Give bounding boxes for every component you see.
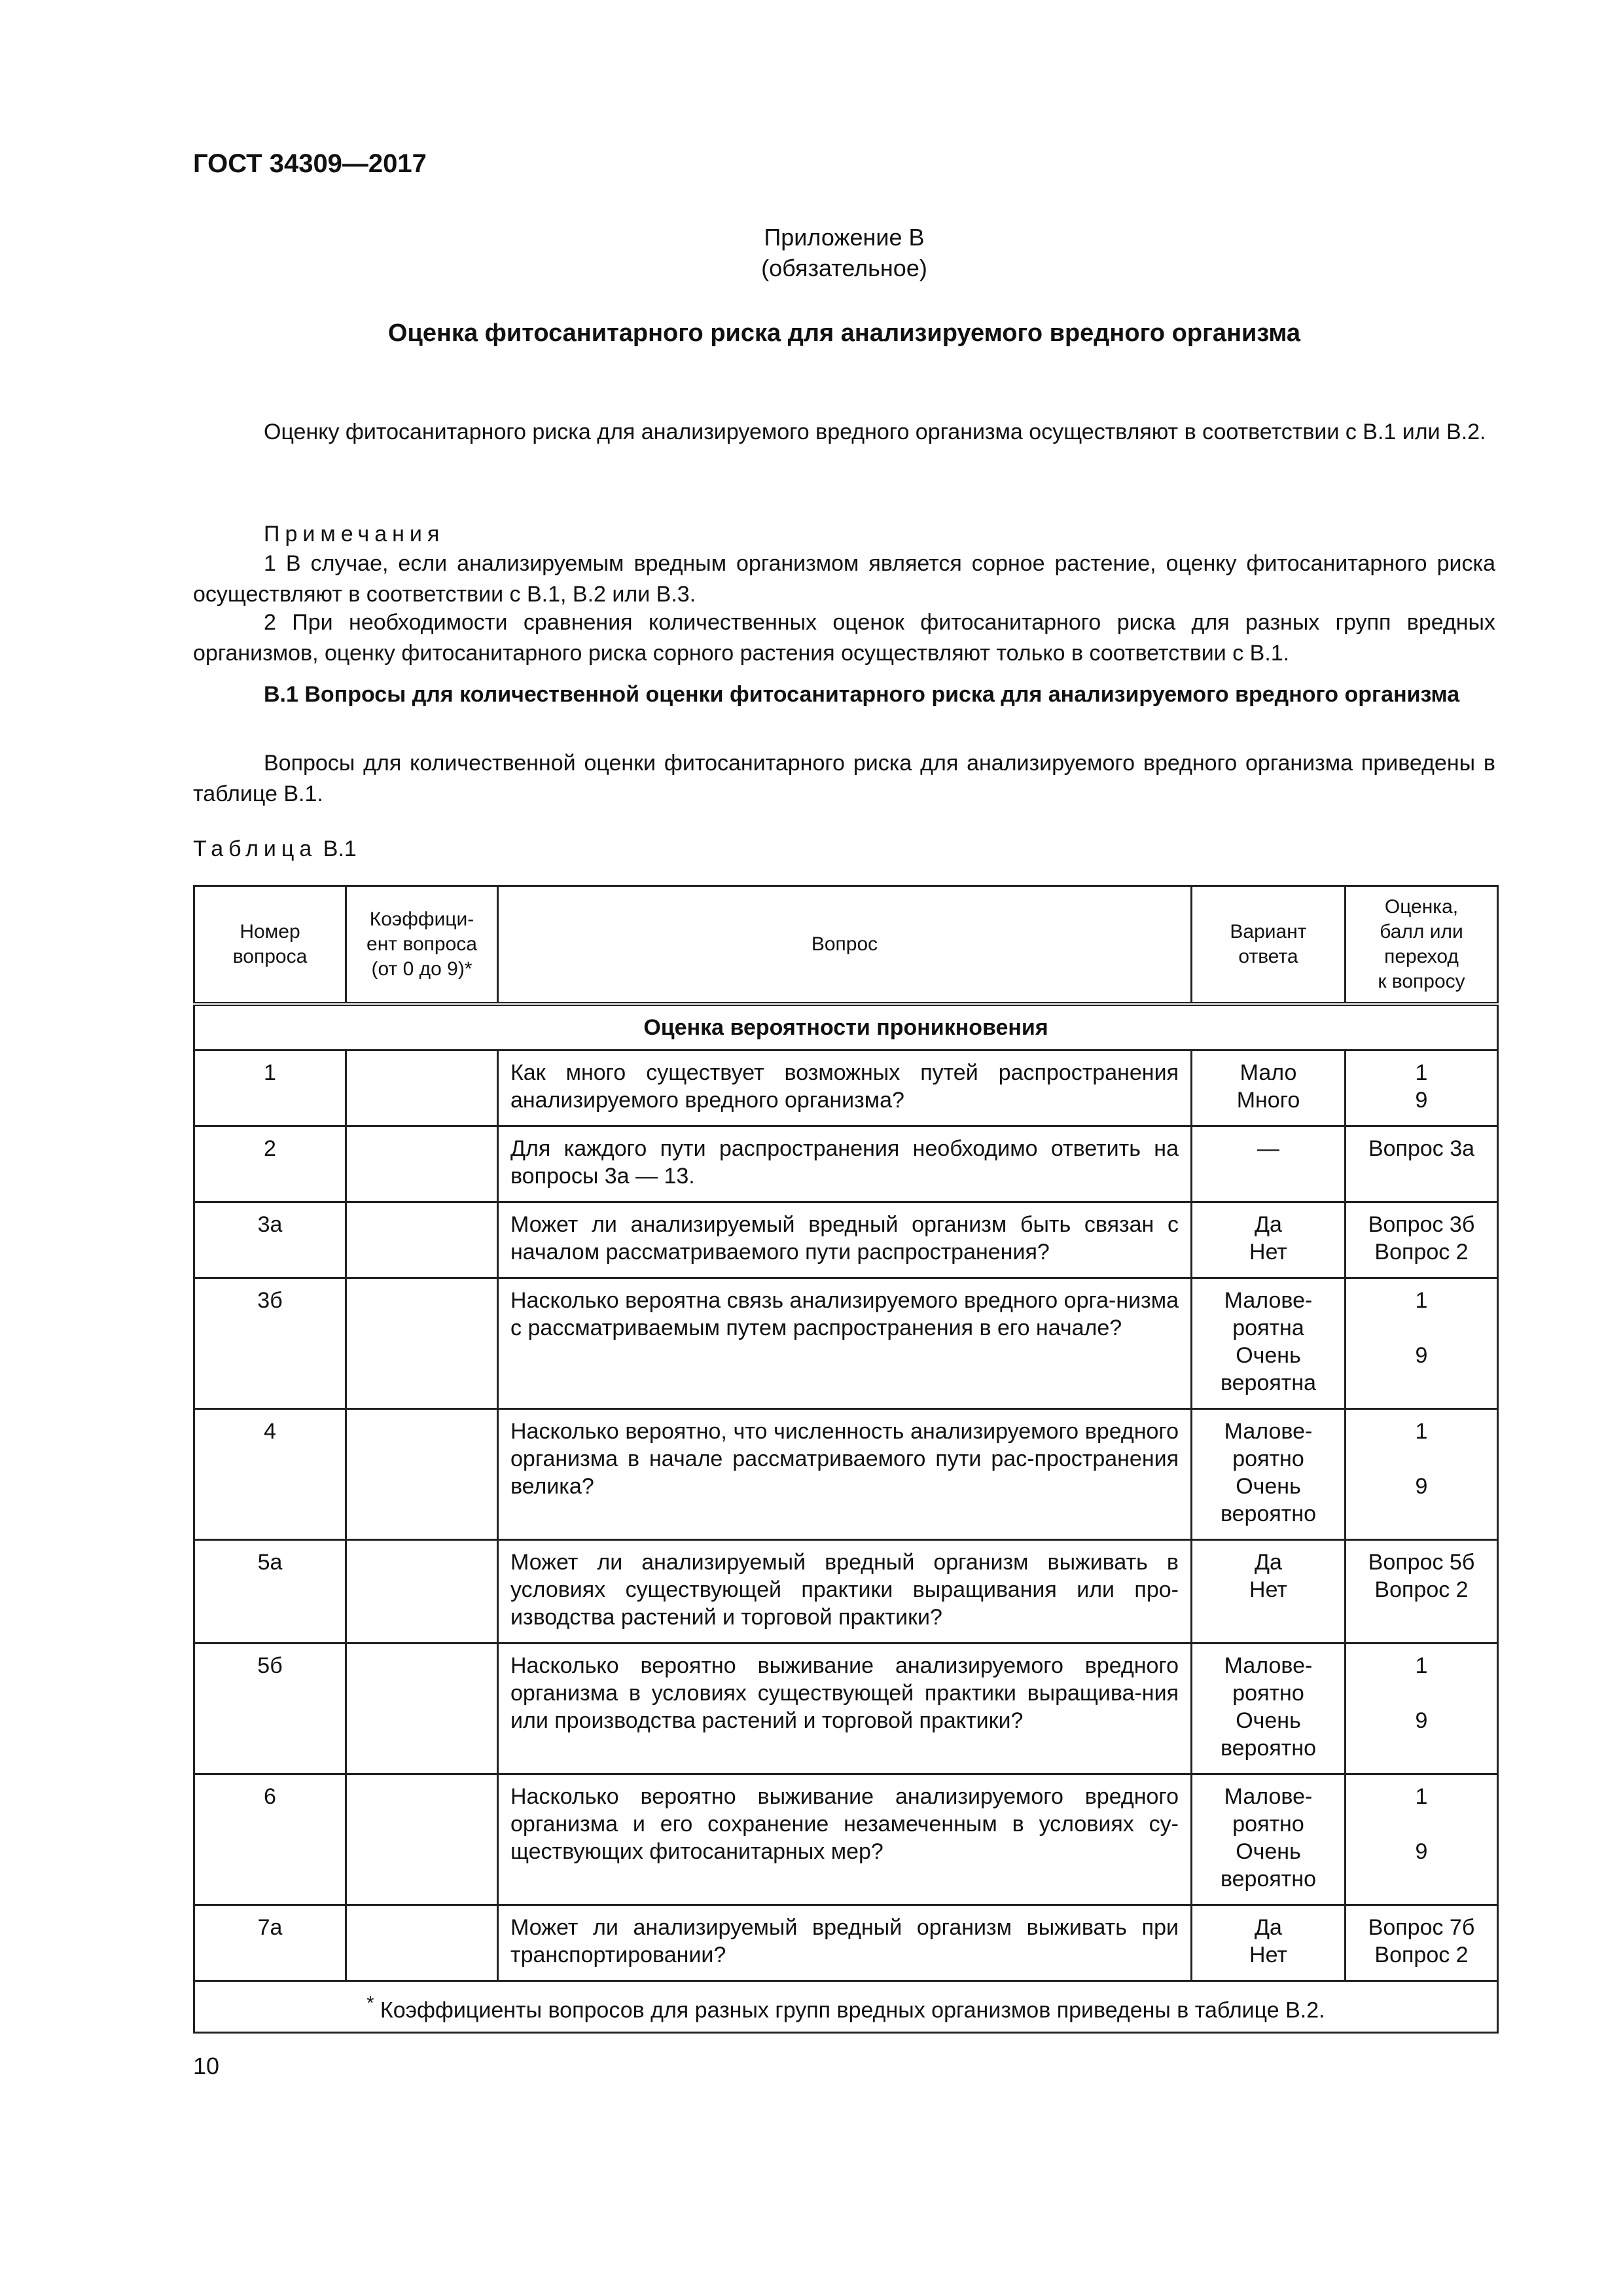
answer-variant: Да Нет xyxy=(1192,1905,1346,1981)
section-b1-text: Вопросы для количественной оценки фитосанитарного риска для анализируемого вредного организма приведены в таблице В.1. xyxy=(193,751,1495,806)
page-number: 10 xyxy=(193,2053,220,2079)
table-footnote-row xyxy=(194,1981,1498,2033)
header-answer-variant: Вариант ответа xyxy=(1192,886,1346,1005)
question-number: 3б xyxy=(194,1278,346,1409)
table-section-row xyxy=(194,1004,1498,1050)
table-row xyxy=(194,1202,1498,1278)
answer-score: 1 9 xyxy=(1346,1643,1498,1774)
header-question-number: Номер вопроса xyxy=(194,886,346,1005)
question-number: 4 xyxy=(194,1409,346,1540)
section-b1-heading: В.1 Вопросы для количественной оценки фитосанитарного риска для анализируемого вредного организма xyxy=(264,682,1460,707)
question-coefficient xyxy=(346,1774,498,1905)
answer-score: Вопрос 5б Вопрос 2 xyxy=(1346,1540,1498,1643)
intro-paragraph: Оценку фитосанитарного риска для анализируемого вредного организма осуществляют в соответствии с В.1 или В.2. xyxy=(264,420,1486,444)
table-header-row xyxy=(194,886,1498,1005)
note-1: 1 В случае, если анализируемым вредным организмом является сорное растение, оценку фитосанитарного риска осуществляют в соответствии с В.1, В.2 или В.3. xyxy=(193,551,1495,607)
footnote-marker: * xyxy=(366,1993,374,2014)
answer-score: Вопрос 3а xyxy=(1346,1126,1498,1202)
answer-score: 1 9 xyxy=(1346,1278,1498,1409)
questions-table xyxy=(193,885,1499,2034)
question-text: Насколько вероятно выживание анализируемого вредного организма и его сохранение незамеченным в условиях су-ществующих фитосанитарных мер? xyxy=(498,1774,1192,1905)
table-caption xyxy=(193,836,357,862)
question-number: 5а xyxy=(194,1540,346,1643)
table-row xyxy=(194,1905,1498,1981)
note-2: 2 При необходимости сравнения количественных оценок фитосанитарного риска для разных групп вредных организмов, оценку фитосанитарного риска сорного растения осуществляют только в соответствии с В.1. xyxy=(193,610,1495,666)
table-caption-id: В.1 xyxy=(323,836,357,861)
question-text: Как много существует возможных путей распространения анализируемого вредного организма? xyxy=(498,1050,1192,1126)
question-number: 2 xyxy=(194,1126,346,1202)
answer-variant: Да Нет xyxy=(1192,1540,1346,1643)
table-caption-prefix: Таблица xyxy=(193,836,317,861)
table-footnote xyxy=(194,1981,1498,2033)
appendix-status: (обязательное) xyxy=(761,255,927,281)
question-coefficient xyxy=(346,1643,498,1774)
section-title: Оценка вероятности проникновения xyxy=(194,1004,1498,1050)
answer-variant: Малове- роятна Очень вероятна xyxy=(1192,1278,1346,1409)
question-number: 5б xyxy=(194,1643,346,1774)
table-row xyxy=(194,1278,1498,1409)
table-row xyxy=(194,1774,1498,1905)
table-row xyxy=(194,1409,1498,1540)
question-text: Насколько вероятно, что численность анализируемого вредного организма в начале рассматриваемого пути рас-пространения велика? xyxy=(498,1409,1192,1540)
table-row xyxy=(194,1540,1498,1643)
footnote-text: Коэффициенты вопросов для разных групп вредных организмов приведены в таблице В.2. xyxy=(380,1998,1325,2023)
question-coefficient xyxy=(346,1905,498,1981)
answer-variant: Малове- роятно Очень вероятно xyxy=(1192,1774,1346,1905)
answer-variant: Мало Много xyxy=(1192,1050,1346,1126)
question-text: Может ли анализируемый вредный организм выживать в условиях существующей практики выращивания или про-изводства растений и торговой практики? xyxy=(498,1540,1192,1643)
header-question: Вопрос xyxy=(498,886,1192,1005)
question-coefficient xyxy=(346,1278,498,1409)
question-text: Насколько вероятна связь анализируемого вредного орга-низма с рассматриваемым путем распространения в его начале? xyxy=(498,1278,1192,1409)
table-row xyxy=(194,1050,1498,1126)
question-coefficient xyxy=(346,1540,498,1643)
document-id: ГОСТ 34309—2017 xyxy=(193,149,427,178)
question-coefficient xyxy=(346,1202,498,1278)
question-text: Насколько вероятно выживание анализируемого вредного организма в условиях существующей практики выращива-ния или производства растений и торговой практики? xyxy=(498,1643,1192,1774)
question-coefficient xyxy=(346,1126,498,1202)
answer-score: Вопрос 7б Вопрос 2 xyxy=(1346,1905,1498,1981)
question-text: Может ли анализируемый вредный организм быть связан с началом рассматриваемого пути распространения? xyxy=(498,1202,1192,1278)
answer-variant: Малове- роятно Очень вероятно xyxy=(1192,1409,1346,1540)
answer-score: 1 9 xyxy=(1346,1050,1498,1126)
question-number: 6 xyxy=(194,1774,346,1905)
answer-score: 1 9 xyxy=(1346,1409,1498,1540)
question-coefficient xyxy=(346,1409,498,1540)
appendix-title: Приложение В xyxy=(764,224,925,251)
header-coefficient: Коэффици- ент вопроса (от 0 до 9)* xyxy=(346,886,498,1005)
question-number: 1 xyxy=(194,1050,346,1126)
answer-variant: Малове- роятно Очень вероятно xyxy=(1192,1643,1346,1774)
answer-variant: — xyxy=(1192,1126,1346,1202)
answer-variant: Да Нет xyxy=(1192,1202,1346,1278)
table-row xyxy=(194,1126,1498,1202)
question-number: 7а xyxy=(194,1905,346,1981)
question-text: Может ли анализируемый вредный организм выживать при транспортировании? xyxy=(498,1905,1192,1981)
question-number: 3а xyxy=(194,1202,346,1278)
question-text: Для каждого пути распространения необходимо ответить на вопросы 3а — 13. xyxy=(498,1126,1192,1202)
question-coefficient xyxy=(346,1050,498,1126)
answer-score: 1 9 xyxy=(1346,1774,1498,1905)
notes-label: Примечания xyxy=(264,522,445,547)
answer-score: Вопрос 3б Вопрос 2 xyxy=(1346,1202,1498,1278)
header-score: Оценка, балл или переход к вопросу xyxy=(1346,886,1498,1005)
table-row xyxy=(194,1643,1498,1774)
appendix-heading: Оценка фитосанитарного риска для анализируемого вредного организма xyxy=(387,319,1301,347)
